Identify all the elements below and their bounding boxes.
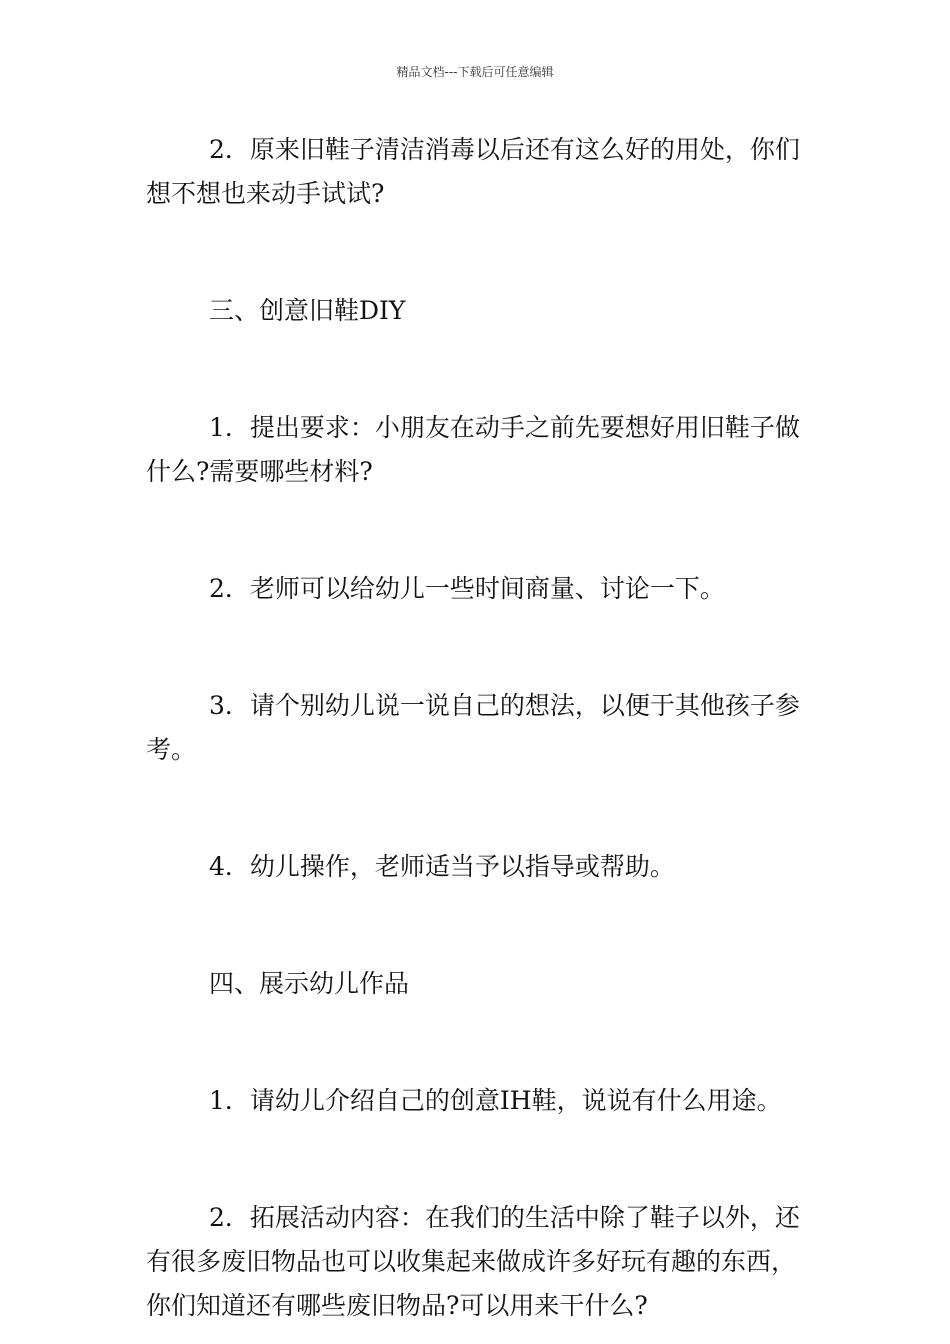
paragraph-operation: 4．幼儿操作，老师适当予以指导或帮助。 (209, 852, 675, 881)
paragraph-share-ideas: 3．请个别幼儿说一说自己的想法，以便于其他孩子参考。 (146, 691, 800, 764)
section-heading-showcase: 四、展示幼儿作品 (209, 969, 410, 998)
paragraph-introduce-work: 1．请幼儿介绍自己的创意IH鞋，说说有什么用途。 (209, 1086, 782, 1115)
paragraph-discussion: 2．老师可以给幼儿一些时间商量、讨论一下。 (209, 574, 725, 603)
section-heading-diy: 三、创意旧鞋DIY (209, 296, 406, 325)
paragraph-extension: 2．拓展活动内容：在我们的生活中除了鞋子以外，还有很多废旧物品也可以收集起来做成许多好玩有趣的东西，你们知道还有哪些废旧物品?可以用来干什么? (146, 1203, 800, 1320)
page-header: 精品文档---下载后可任意编辑 (396, 65, 554, 79)
paragraph-requirements: 1．提出要求：小朋友在动手之前先要想好用旧鞋子做什么?需要哪些材料? (146, 413, 800, 486)
document-body (146, 128, 812, 1328)
paragraph-step-2-try: 2．原来旧鞋子清洁消毒以后还有这么好的用处，你们想不想也来动手试试? (146, 135, 800, 208)
